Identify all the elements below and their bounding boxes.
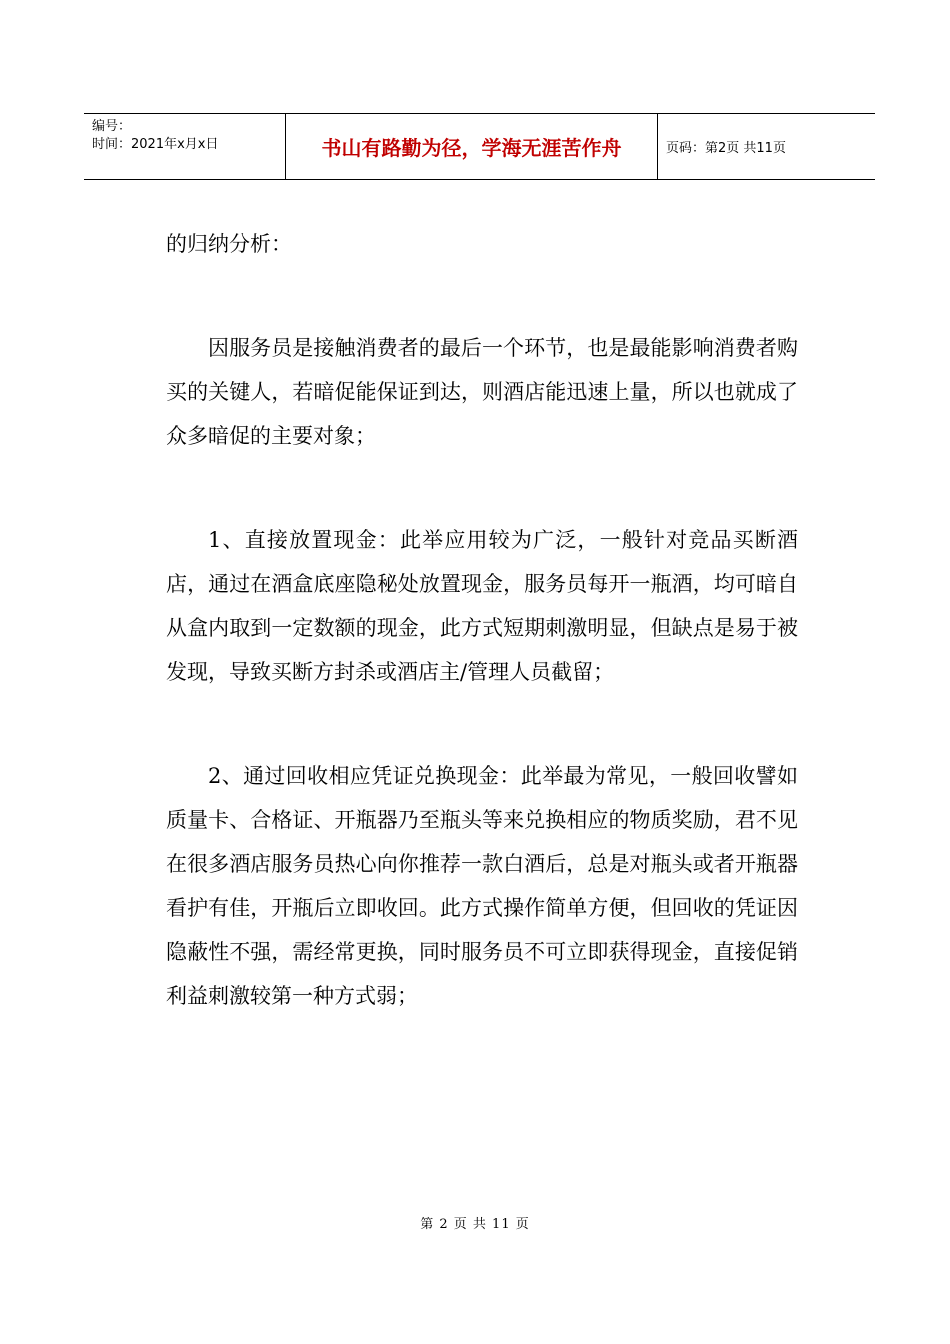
header-motto: 书山有路勤为径，学海无涯苦作舟 (286, 114, 658, 179)
number-label: 编号： (92, 119, 132, 134)
paragraph-waiter: 因服务员是接触消费者的最后一个环节，也是最能影响消费者购买的关键人，若暗促能保证到达，则酒店能迅速上量，所以也就成了众多暗促的主要对象； (166, 336, 798, 448)
header-page-info: 页码：第2页 共11页 (666, 141, 786, 156)
time-label: 时间：2021年x月x日 (92, 137, 219, 152)
page-footer: 第 2 页 共 11 页 (420, 1217, 530, 1232)
paragraph-method-2: 2、通过回收相应凭证兑换现金：此举最为常见，一般回收譬如质量卡、合格证、开瓶器乃至瓶头等来兑换相应的物质奖励，君不见在很多酒店服务员热心向你推荐一款白酒后，总是对瓶头或者开瓶器看护有佳，开瓶后立即收回。此方式操作简单方便，但回收的凭证因隐蔽性不强，需经常更换，同时服务员不可立即获得现金，直接促销利益刺激较第一种方式弱； (166, 764, 798, 1008)
document-body (166, 222, 798, 1018)
paragraph-intro: 的归纳分析： (166, 232, 292, 256)
paragraph-method-1: 1、直接放置现金：此举应用较为广泛，一般针对竞品买断酒店，通过在酒盒底座隐秘处放置现金，服务员每开一瓶酒，均可暗自从盒内取到一定数额的现金，此方式短期刺激明显，但缺点是易于被发现，导致买断方封杀或酒店主/管理人员截留； (166, 528, 798, 684)
page-header (84, 113, 875, 180)
header-meta (84, 114, 286, 179)
